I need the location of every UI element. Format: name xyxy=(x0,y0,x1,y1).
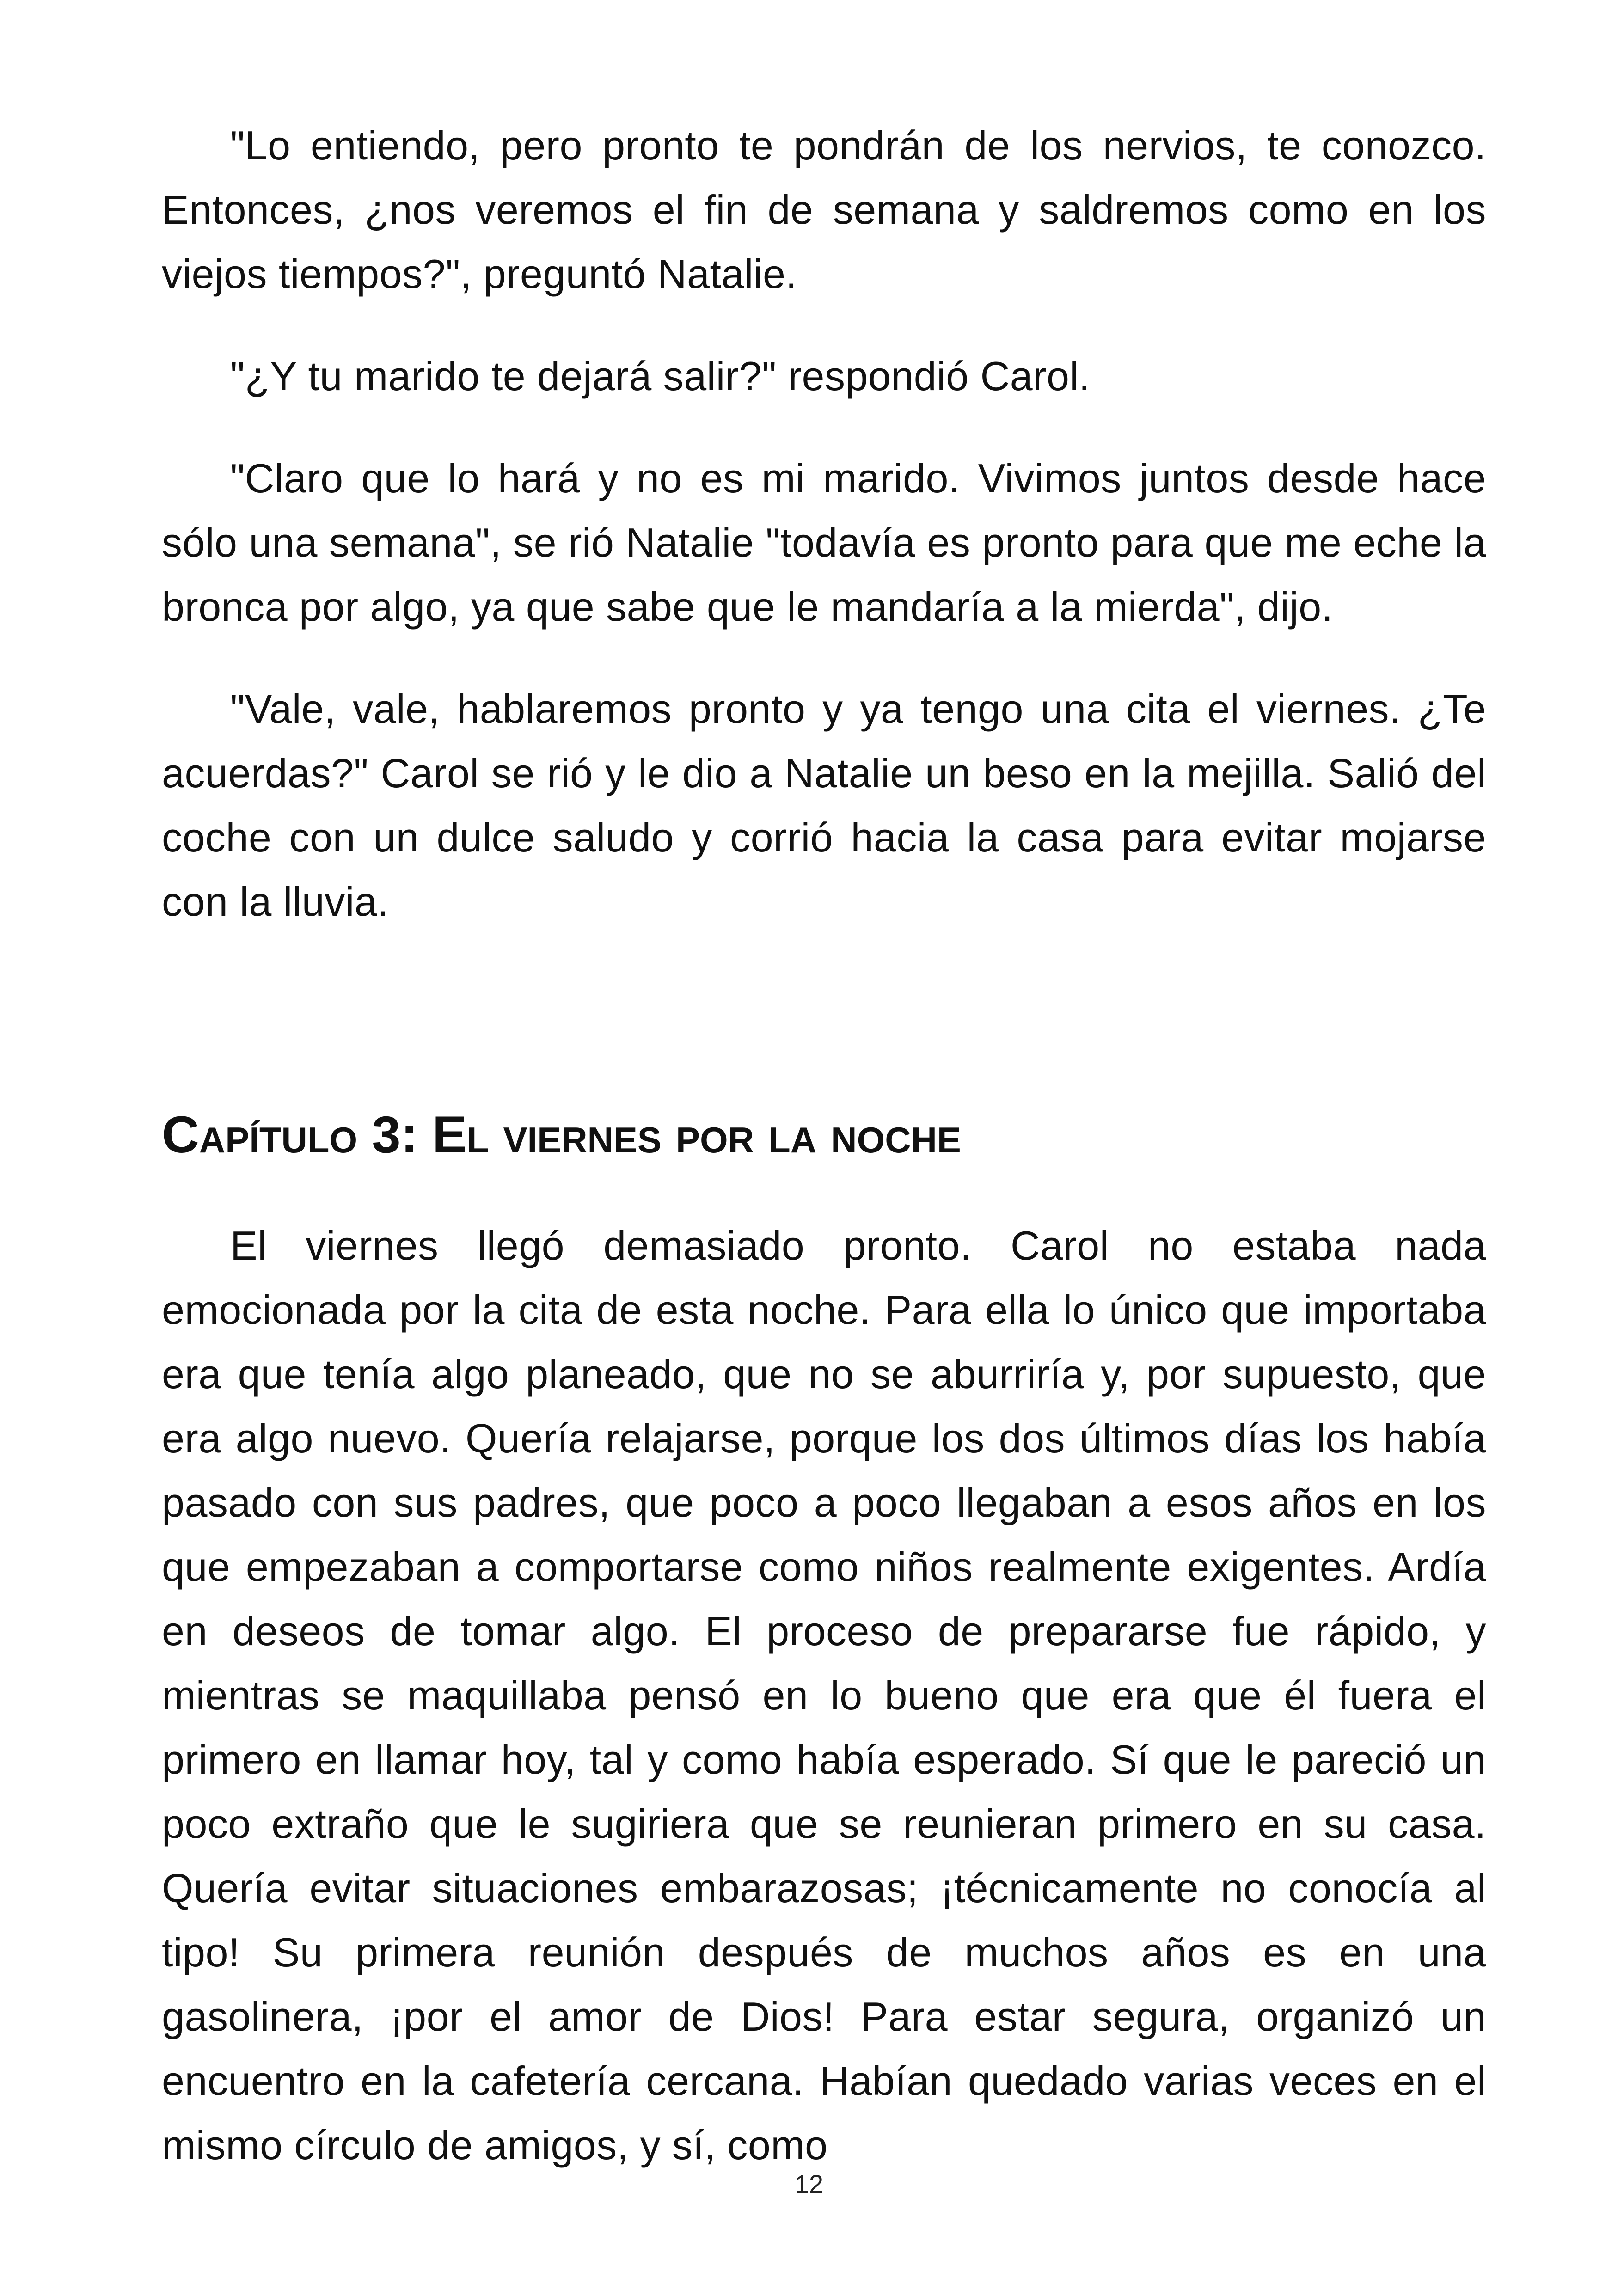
page-body-top xyxy=(162,113,1486,934)
page-number: 12 xyxy=(794,2169,824,2198)
paragraph-4: "Vale, vale, hablaremos pronto y ya tengo una cita el viernes. ¿Te acuerdas?" Carol se rió y le dio a Natalie un beso en la mejilla. Salió del coche con un dulce saludo y corrió hacia la casa para evitar mojarse con la lluvia. xyxy=(162,686,1486,925)
paragraph-3: "Claro que lo hará y no es mi marido. Vivimos juntos desde hace sólo una semana", se rió Natalie "todavía es pronto para que me eche la bronca por algo, ya que sabe que le mandaría a la mierda", dijo. xyxy=(162,455,1486,630)
paragraph-2: "¿Y tu marido te dejará salir?" respondió Carol. xyxy=(230,353,1091,399)
chapter-body xyxy=(162,1213,1486,2177)
chapter-heading: Capítulo 3: El viernes por la noche xyxy=(162,1106,961,1163)
chapter-paragraph-1: El viernes llegó demasiado pronto. Carol no estaba nada emocionada por la cita de esta noche. Para ella lo único que importaba era que tenía algo planeado, que no se aburriría y, por supuesto, que era algo nuevo. Quería relajarse, porque los dos últimos días los había pasado con sus padres, que poco a poco llegaban a esos años en los que empezaban a comportarse como niños realmente exigentes. Ardía en deseos de tomar algo. El proceso de prepararse fue rápido, y mientras se maquillaba pensó en lo bueno que era que él fuera el primero en llamar hoy, tal y como había esperado. Sí que le pareció un poco extraño que le sugiriera que se reunieran primero en su casa. Quería evitar situaciones embarazosas; ¡técnicamente no conocía al tipo! Su primera reunión después de muchos años es en una gasolinera, ¡por el amor de Dios! Para estar segura, organizó un encuentro en la cafetería cercana. Habían quedado varias veces en el mismo círculo de amigos, y sí, como xyxy=(162,1223,1486,2168)
paragraph-1: "Lo entiendo, pero pronto te pondrán de los nervios, te conozco. Entonces, ¿nos veremos el fin de semana y saldremos como en los viejos tiempos?", preguntó Natalie. xyxy=(162,122,1486,297)
